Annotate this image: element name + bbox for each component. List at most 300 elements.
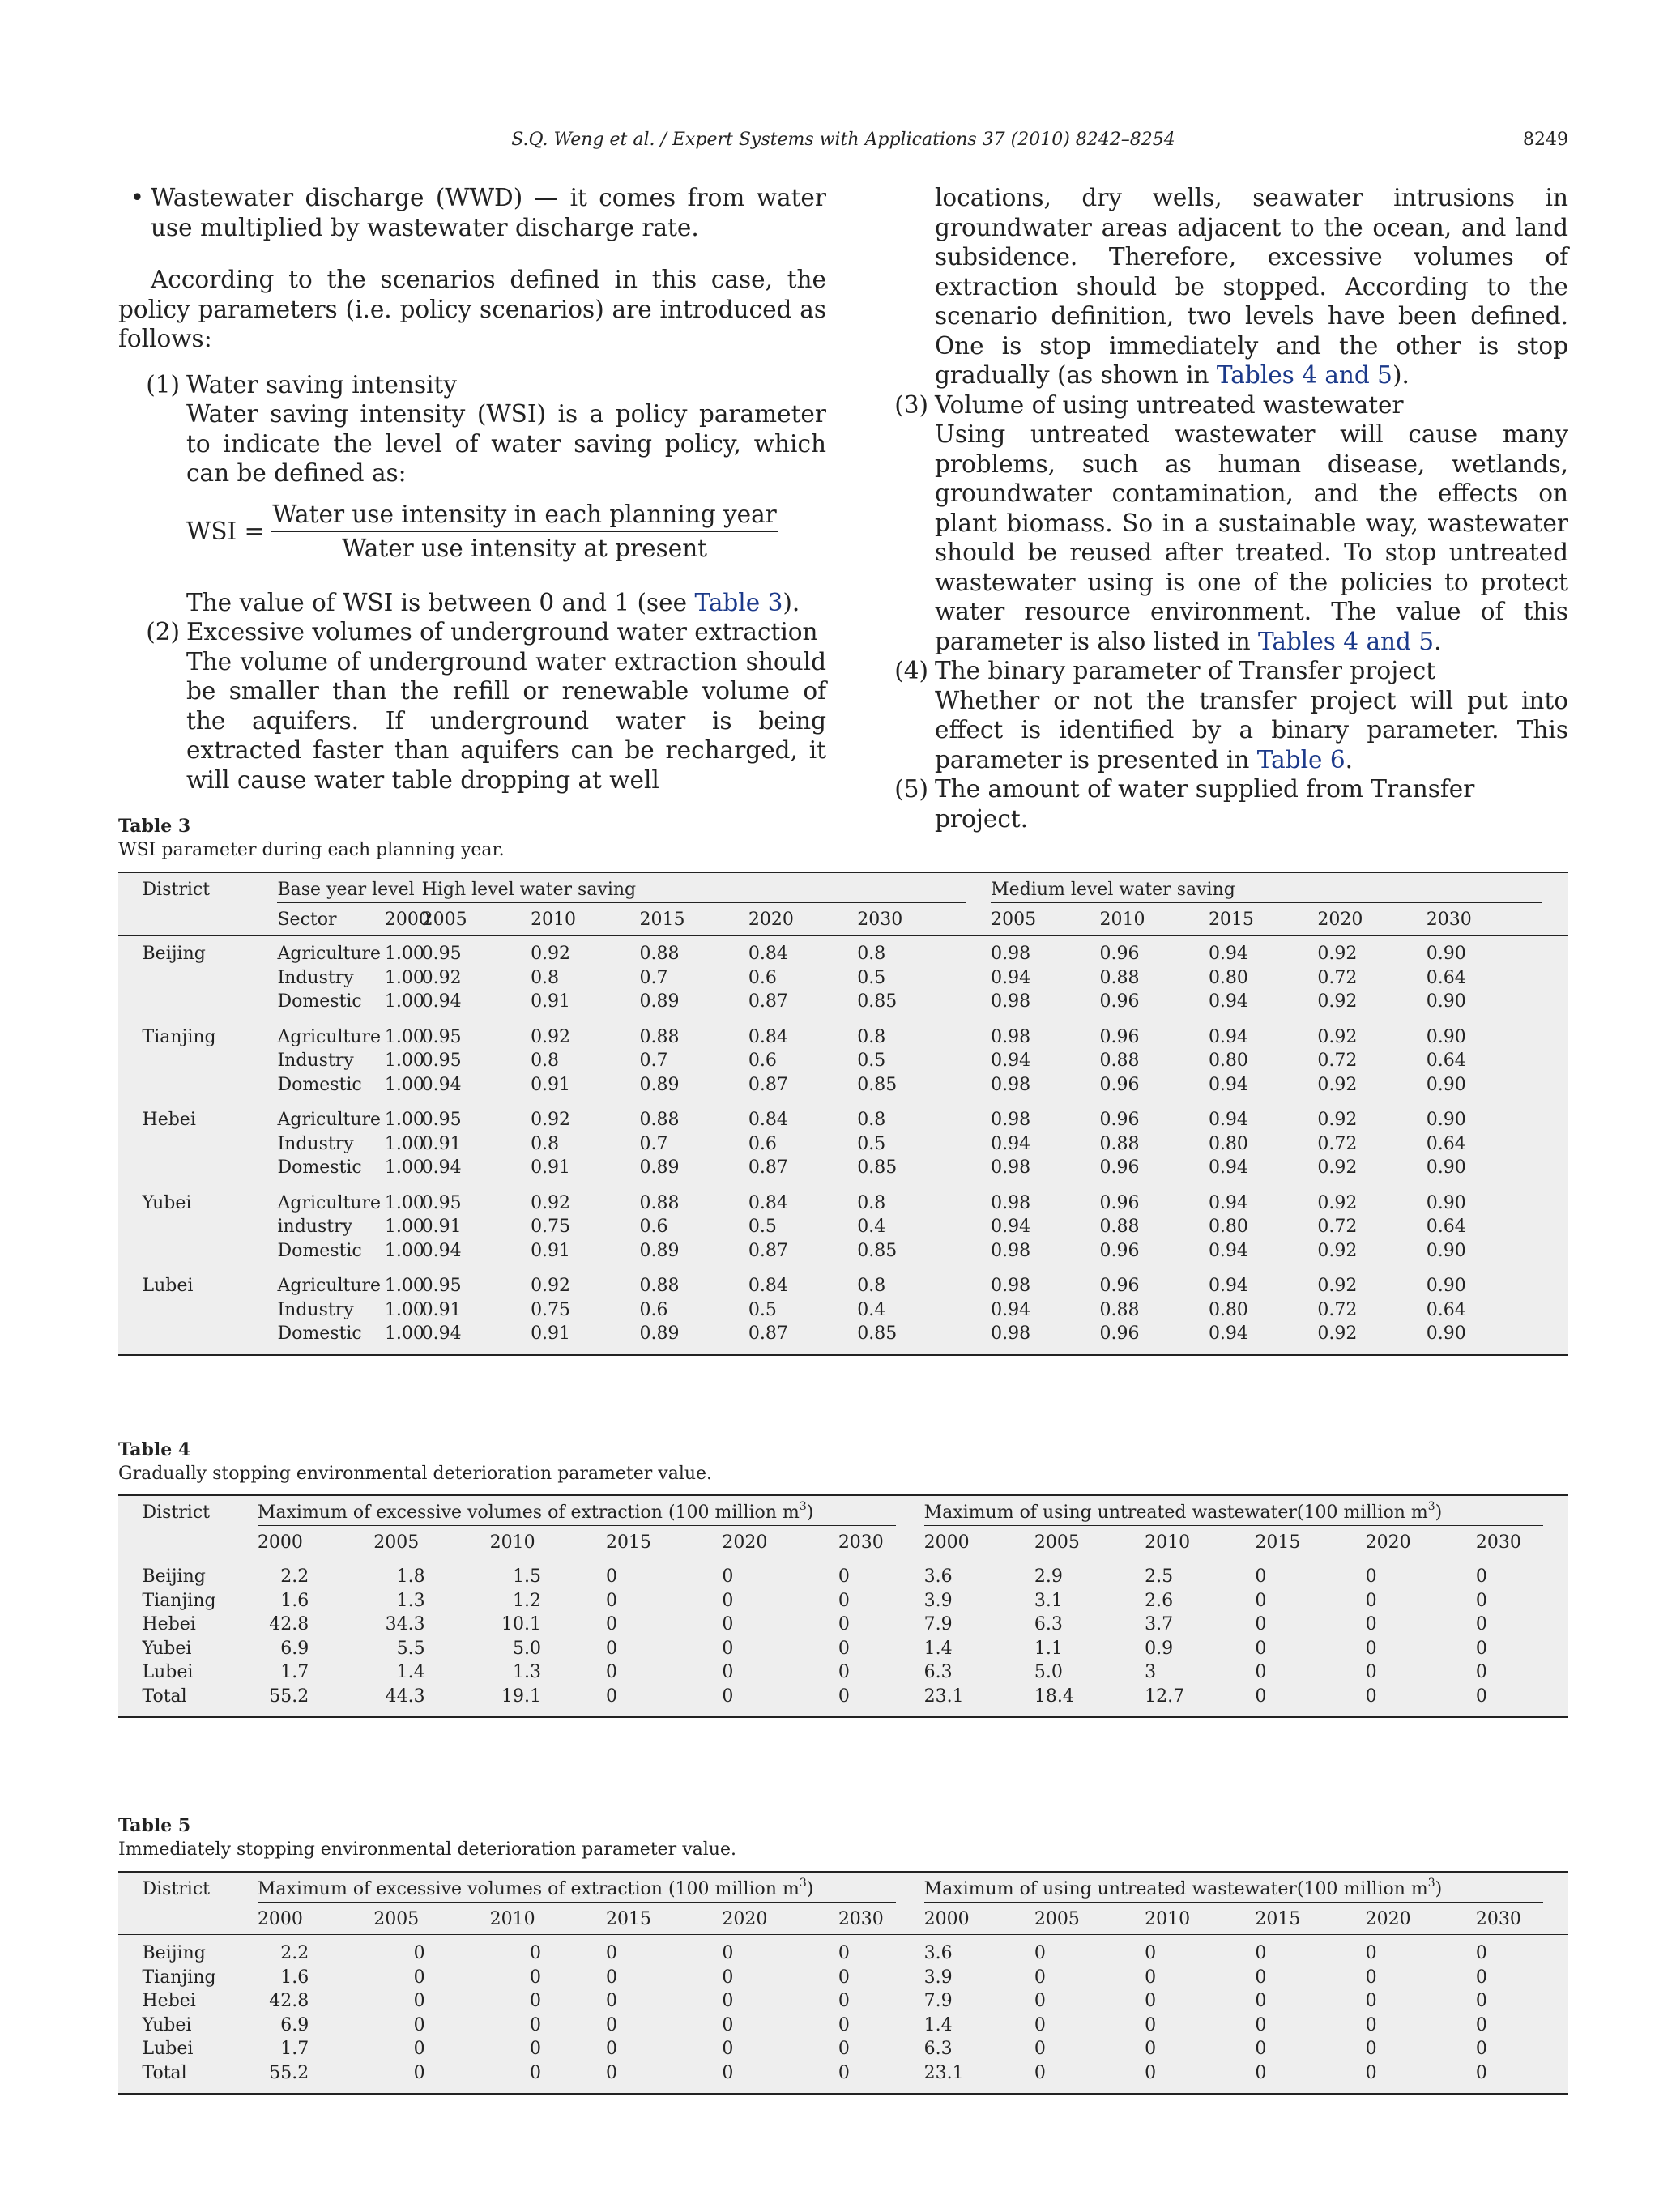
table-cell: Hebei: [142, 1110, 196, 1130]
table-cell: 3.6: [924, 1935, 1034, 1966]
table-row: [118, 1589, 1568, 1613]
table-cell: 0: [530, 1967, 542, 1988]
table-cell: 0: [1365, 2039, 1377, 2059]
table-cell: 0.96: [1099, 991, 1140, 1012]
table-cell: 1.00: [384, 1074, 424, 1095]
table-cell: 0.91: [531, 1157, 571, 1178]
table-cell: 0.98: [991, 1074, 1031, 1095]
table-cell: 0: [1365, 1967, 1377, 1988]
table-cell: 0.94: [991, 1133, 1031, 1154]
table-cell: 0.88: [639, 936, 748, 966]
row-header-district: Yubei: [142, 1638, 192, 1659]
table-cell: 0: [1475, 1590, 1487, 1611]
table-cell: 0.94: [421, 1323, 462, 1344]
table-cell: 0: [606, 1614, 618, 1634]
table-cell: 0.72: [1317, 1299, 1358, 1320]
table-row: [118, 1685, 1568, 1717]
table-cell: 0.91: [531, 1240, 571, 1261]
table-cell: 0: [1255, 1967, 1267, 1988]
table-cell: [143, 1073, 278, 1097]
table-cell: 6.3: [923, 2039, 953, 2059]
table-cell: 0: [1145, 2014, 1157, 2035]
table-cell: 0: [722, 2014, 734, 2035]
table-cell: 0.94: [991, 967, 1031, 988]
column-header-district: District: [142, 1502, 211, 1524]
table-5-body: [118, 1935, 1568, 2094]
table-cell: 0.98: [991, 1157, 1031, 1178]
table-cell: Industry: [277, 1299, 354, 1320]
column-header-year: 2030: [1475, 1532, 1521, 1553]
table-cell: 5.0: [1034, 1662, 1063, 1682]
table-cell: 0: [722, 1935, 838, 1966]
table-cell: 0.94: [1208, 1157, 1248, 1178]
row-header-district: Hebei: [142, 1614, 196, 1634]
table-cell: 3.1: [1034, 1590, 1063, 1611]
table-cell: [143, 966, 278, 991]
table-cell: 0: [1475, 2062, 1487, 2083]
column-header-sector: Sector: [277, 909, 337, 930]
table-cell: 0.88: [1099, 967, 1140, 988]
table-cell: 0.88: [1099, 1217, 1140, 1237]
table-cell: 0: [1475, 1662, 1487, 1682]
table-cell: 0.96: [1099, 1323, 1140, 1344]
table-cell: 0.5: [857, 1051, 886, 1071]
table-cell: 0: [722, 1967, 734, 1988]
row-header-district: Total: [142, 1686, 187, 1707]
table-cell: 3.9: [923, 1590, 953, 1611]
table-cell: 0.75: [531, 1217, 571, 1237]
table-cell: 0.98: [991, 1323, 1031, 1344]
table-cell: 0: [1366, 1935, 1476, 1966]
table-cell: 0.98: [991, 1240, 1031, 1261]
table-cell: 12.7: [1145, 1686, 1185, 1707]
bullet-text: Wastewater discharge (WWD) — it comes from water use multiplied by wastewater discharge rate.: [151, 184, 826, 241]
column-header-year: 2030: [838, 1532, 884, 1553]
table-cell: 0.96: [1099, 1074, 1140, 1095]
table-cell: 0: [1255, 1686, 1267, 1707]
table-cell: 0.92: [1317, 1110, 1358, 1130]
table-cell: 1.6: [280, 1590, 309, 1611]
wsi-formula: [186, 500, 826, 564]
table-cell: 0.80: [1208, 1051, 1248, 1071]
table-cell: 0.88: [639, 1026, 680, 1047]
table-cell: 0: [530, 2062, 542, 2083]
table-cell: 0.94: [421, 1157, 462, 1178]
table-cell: 5.0: [513, 1638, 542, 1659]
tables-4-5-link[interactable]: Tables 4 and 5: [1258, 627, 1435, 655]
item-number: (3): [894, 390, 928, 419]
table-cell: 0: [1475, 2039, 1487, 2059]
table-cell: 0.90: [1426, 1110, 1466, 1130]
table-cell: 0.87: [748, 991, 788, 1012]
table-cell: 0.8: [531, 967, 560, 988]
table-cell: 0: [722, 1590, 734, 1611]
column-header-year: 2010: [489, 1532, 535, 1553]
table-row: [118, 1239, 1568, 1264]
table-cell: 0: [722, 1991, 734, 2011]
table-cell: 0.94: [1208, 1110, 1248, 1130]
table-cell: 0: [722, 1686, 734, 1707]
row-header-district: Lubei: [142, 2039, 194, 2059]
table-cell: 0.92: [531, 1110, 571, 1130]
column-header-year: 2005: [421, 909, 467, 930]
table-cell: 0: [1255, 2014, 1267, 2035]
table-cell: 0.72: [1317, 1217, 1358, 1237]
table-cell: 0: [530, 2014, 542, 2035]
table-cell: 0: [1034, 2062, 1046, 2083]
table-cell: 0: [606, 1638, 618, 1659]
table-cell: 0: [1255, 1991, 1267, 2011]
table-cell: 0.94: [421, 1074, 462, 1095]
table-cell: 0: [722, 1614, 734, 1634]
table-cell: 0.80: [1208, 1217, 1248, 1237]
column-header-year: 2000: [257, 1532, 303, 1553]
table-cell: 3.6: [924, 1558, 1034, 1589]
table-cell: 0.84: [748, 936, 857, 966]
table-cell: 0.80: [1208, 1133, 1248, 1154]
table-cell: 0.98: [991, 1026, 1031, 1047]
column-header-year: 2015: [606, 1908, 652, 1929]
item-3-text: Using untreated wastewater will cause many problems, such as human disease, wetlands, groundwater contamination, and the effects on plant biomass. So in a sustainable way, wastewater should be reused after treated. To stop untreated wastewater using is one of the policies to protect water resource environment. The value of this parameter is also listed in Tables 4 and 5.: [935, 420, 1568, 655]
table-cell: 0: [1365, 1638, 1377, 1659]
table-cell: 0.89: [639, 1323, 680, 1344]
table-cell: 0.87: [748, 1240, 788, 1261]
table-cell: 0.88: [639, 1110, 680, 1130]
table-cell: Domestic: [277, 1157, 362, 1178]
policy-item-1: [118, 370, 826, 400]
table-cell: 0.92: [1317, 1074, 1358, 1095]
table-cell: 55.2: [269, 1686, 309, 1707]
column-header-year: 2015: [1208, 909, 1254, 930]
table-cell: 0.94: [1208, 1026, 1248, 1047]
table-cell: Industry: [277, 1051, 354, 1071]
item-title: The amount of water supplied from Transfer project.: [935, 775, 1475, 833]
table-cell: 1.6: [280, 1967, 309, 1988]
table-cell: 1.8: [373, 1558, 489, 1589]
table-cell: 0: [838, 1590, 850, 1611]
table-row: [118, 1935, 1568, 1966]
table-cell: 0: [1034, 2039, 1046, 2059]
table-cell: 0: [1255, 1638, 1267, 1659]
table-row: [118, 2014, 1568, 2038]
table-cell: 0: [1145, 1991, 1157, 2011]
table-cell: 0.4: [857, 1217, 886, 1237]
table-cell: [143, 1132, 278, 1157]
table-cell: 0.88: [639, 1276, 680, 1296]
table-cell: 0: [838, 2062, 850, 2083]
column-header-year: 2000: [923, 1532, 970, 1553]
table-row: [118, 1215, 1568, 1239]
table-cell: 0: [606, 1590, 618, 1611]
table-cell: 3.9: [923, 1967, 953, 1988]
table-cell: 0.90: [1426, 1192, 1466, 1213]
column-header-year: 2005: [1034, 1908, 1080, 1929]
table-cell: [143, 1156, 278, 1180]
table-cell: [143, 1239, 278, 1264]
column-header-year: 2005: [1034, 1532, 1080, 1553]
table-4-caption: [118, 1438, 712, 1485]
table-cell: 0: [722, 1638, 734, 1659]
table-cell: 55.2: [269, 2062, 309, 2083]
table-cell: 6.9: [280, 2014, 309, 2035]
table-cell: 19.1: [501, 1686, 542, 1707]
column-header-year: 2020: [748, 909, 794, 930]
column-header-wastewater: Maximum of using untreated wastewater(100 million $m^3$): [924, 1496, 1544, 1525]
table-cell: 0.94: [1209, 936, 1317, 966]
table-cell: 1.3: [513, 1662, 542, 1682]
table-cell: 0.88: [1099, 1051, 1140, 1071]
table-cell: 0.95: [421, 1026, 462, 1047]
table-4-body: [118, 1558, 1568, 1717]
table-cell: 0.8: [531, 1051, 560, 1071]
bullet-item-wwd: [118, 183, 826, 242]
table-cell: 0: [1255, 2039, 1267, 2059]
table-cell: 0.96: [1099, 1192, 1140, 1213]
formula-denominator: Water use intensity at present: [342, 535, 708, 562]
table-cell: 0.94: [421, 1240, 462, 1261]
table-cell: 0.96: [1099, 1110, 1140, 1130]
column-header-year: 2015: [1255, 1532, 1301, 1553]
table-cell: 0.88: [639, 1192, 680, 1213]
table-cell: 0: [413, 2062, 425, 2083]
table-cell: 1.00: [384, 1276, 424, 1296]
table-cell: 0.94: [1208, 1276, 1248, 1296]
table-cell: 0.92: [531, 1192, 571, 1213]
table-cell: 0.8: [857, 1276, 886, 1296]
table-cell: 0: [838, 1558, 896, 1589]
column-header-year: 2005: [991, 909, 1037, 930]
table-cell: 0: [606, 1967, 618, 1988]
page-number: 8249: [1523, 130, 1568, 150]
table-cell: 0.95: [421, 1276, 462, 1296]
table-cell: 0: [722, 1558, 838, 1589]
table-cell: Agriculture: [277, 1192, 382, 1213]
table-cell: 0.89: [639, 1157, 680, 1178]
table-cell: Industry: [277, 967, 354, 988]
item-title: Water saving intensity: [186, 370, 458, 399]
column-header-year: 2010: [489, 1908, 535, 1929]
table-cell: 0.64: [1426, 1133, 1466, 1154]
table-cell: 7.9: [923, 1614, 953, 1634]
table-6-link[interactable]: Table 6: [1256, 745, 1346, 774]
table-cell: Agriculture: [277, 1026, 382, 1047]
table-cell: 0: [606, 1662, 618, 1682]
table-cell: 0: [838, 1686, 850, 1707]
table-cell: 0: [1255, 1662, 1267, 1682]
table-5-caption: [118, 1814, 736, 1861]
table-cell: 42.8: [269, 1614, 309, 1634]
table-cell: [143, 990, 278, 1014]
table-label: Table 5: [118, 1815, 191, 1836]
table-cell: 0.89: [639, 1240, 680, 1261]
table-cell: 0: [1366, 1558, 1476, 1589]
column-header-year: 2015: [1255, 1908, 1301, 1929]
table-cell: 0: [1145, 2062, 1157, 2083]
item-title: The binary parameter of Transfer project: [935, 657, 1436, 684]
table-cell: 0.7: [639, 967, 668, 988]
column-header-district: District: [142, 1879, 211, 1900]
column-header-year: 2020: [1317, 909, 1363, 930]
table-cell: 0.96: [1099, 1157, 1140, 1178]
table-cell: 1.00: [384, 1133, 424, 1154]
table-cell: 0.92: [421, 967, 462, 988]
column-header-wastewater: Maximum of using untreated wastewater(100 million $m^3$): [924, 1873, 1544, 1902]
item-number: (2): [146, 618, 180, 646]
table-cell: 0.90: [1427, 936, 1542, 966]
table-cell: 0: [1145, 1967, 1157, 1988]
table-cell: Domestic: [277, 1323, 362, 1344]
running-header: [118, 130, 1568, 162]
table-cell: 0: [373, 1935, 489, 1966]
table-cell: Tianjing: [142, 1026, 216, 1047]
table-cell: 0.72: [1317, 1051, 1358, 1071]
table-cell: 23.1: [923, 2062, 964, 2083]
table-cell: [143, 1215, 278, 1239]
table-cell: 0.88: [1099, 1133, 1140, 1154]
table-cell: 0.8: [531, 1133, 560, 1154]
table-cell: 0.64: [1426, 1051, 1466, 1071]
year-header-row: [118, 1902, 1568, 1935]
table-cell: 0.94: [1208, 1240, 1248, 1261]
table-cell: 0.91: [531, 1323, 571, 1344]
table-cell: 0: [838, 1935, 896, 1966]
table-cell: 0: [1365, 1662, 1377, 1682]
table-cell: 0.94: [991, 1217, 1031, 1237]
table-cell: 0.80: [1208, 967, 1248, 988]
column-header-year: 2020: [1365, 1908, 1411, 1929]
table-cell: 0.84: [748, 1276, 788, 1296]
table-cell: 0.84: [748, 1110, 788, 1130]
item-title: Volume of using untreated wastewater: [935, 390, 1404, 419]
table-cell: 1.2: [513, 1590, 542, 1611]
table-cell: 0.94: [421, 991, 462, 1012]
table-cell: 0.89: [639, 991, 680, 1012]
table-cell: 0: [606, 1558, 722, 1589]
item-number: (4): [894, 657, 928, 684]
table-cell: 2.6: [1145, 1590, 1174, 1611]
table-row: [118, 1014, 1568, 1050]
table-cell: 0.85: [857, 1074, 898, 1095]
table-cell: 0.91: [421, 1217, 462, 1237]
table-row: [118, 1156, 1568, 1180]
column-header-year: 2020: [1365, 1532, 1411, 1553]
table-cell: 0: [606, 1991, 618, 2011]
item-1-text: Water saving intensity (WSI) is a policy parameter to indicate the level of water saving policy, which can be defined as:: [186, 400, 826, 487]
year-header-row: [118, 1525, 1568, 1558]
table-3: [118, 872, 1568, 1356]
table-cell: 0: [1475, 1967, 1487, 1988]
column-header-year: 2030: [838, 1908, 884, 1929]
table-cell: 0.87: [748, 1323, 788, 1344]
table-cell: 0: [1145, 1935, 1255, 1966]
table-cell: 0: [722, 1662, 734, 1682]
table-cell: 1.1: [1034, 1638, 1063, 1659]
column-header-year: 2000: [384, 909, 430, 930]
row-header-district: Tianjing: [142, 1590, 216, 1611]
column-header-extraction: Maximum of excessive volumes of extraction (100 million $m^3$): [258, 1496, 896, 1525]
table-cell: 0: [606, 2014, 618, 2035]
table-cell: 0.64: [1426, 1217, 1466, 1237]
table-row: [118, 1637, 1568, 1661]
column-header-year: 2010: [1145, 1908, 1191, 1929]
table-cell: 0.8: [857, 1026, 886, 1047]
table-cell: 0: [606, 1935, 722, 1966]
table-cell: industry: [277, 1217, 353, 1237]
table-cell: 0: [1255, 1935, 1365, 1966]
table-cell: 1.4: [923, 2014, 953, 2035]
table-cell: 6.9: [280, 1638, 309, 1659]
column-header-year: 2005: [373, 1532, 420, 1553]
table-cell: 0.5: [748, 1299, 777, 1320]
item-title: Excessive volumes of underground water extraction: [186, 618, 818, 646]
table-cell: 0: [1365, 2062, 1377, 2083]
column-header-district: District: [142, 880, 211, 901]
table-cell: 0.95: [421, 1051, 462, 1071]
table-cell: 6.3: [923, 1662, 953, 1682]
table-cell: 0: [722, 2062, 734, 2083]
table-cell: 0.64: [1426, 1299, 1466, 1320]
table-cell: 23.1: [923, 1686, 964, 1707]
table-cell: 6.3: [1034, 1614, 1063, 1634]
bullet-mark: •: [130, 184, 144, 211]
table-cell: 0.92: [531, 1276, 571, 1296]
table-caption-text: WSI parameter during each planning year.: [118, 840, 505, 860]
table-row: [118, 1132, 1568, 1157]
table-cell: 0.91: [531, 991, 571, 1012]
table-cell: 0: [1034, 2014, 1046, 2035]
table-cell: 34.3: [385, 1614, 425, 1634]
table-cell: 0.98: [991, 936, 1099, 966]
table-cell: 0: [1034, 1991, 1046, 2011]
table-cell: 0.94: [991, 1051, 1031, 1071]
table-cell: 0.92: [1317, 936, 1426, 966]
table-cell: 0.87: [748, 1157, 788, 1178]
table-cell: 0: [1255, 2062, 1267, 2083]
column-header-year: 2020: [722, 1532, 768, 1553]
formula-fraction: [271, 500, 778, 564]
table-cell: 3: [1145, 1662, 1157, 1682]
table-cell: 0.72: [1317, 1133, 1358, 1154]
table-cell: 44.3: [385, 1686, 425, 1707]
tables-4-5-link[interactable]: Tables 4 and 5: [1216, 361, 1392, 389]
table-cell: 0: [838, 1991, 850, 2011]
column-header-year: 2010: [531, 909, 577, 930]
table-cell: Beijing: [143, 936, 278, 966]
table-row: [118, 1263, 1568, 1298]
table-cell: 0: [1365, 1686, 1377, 1707]
table-cell: 0.92: [1317, 1323, 1358, 1344]
table-3-link[interactable]: Table 3: [694, 588, 783, 616]
table-cell: 1.3: [396, 1590, 425, 1611]
table-cell: 0.85: [857, 1157, 898, 1178]
column-header-year: 2030: [1475, 1908, 1521, 1929]
table-row: [118, 1660, 1568, 1685]
item-2-text: The volume of underground water extraction should be smaller than the refill or renewable volume of the aquifers. If underground water is being extracted faster than aquifers can be recharged, it will cause water table dropping at well: [186, 647, 826, 794]
table-cell: 0.92: [1317, 1240, 1358, 1261]
table-cell: 0: [838, 2039, 850, 2059]
table-cell: 0: [1475, 2014, 1487, 2035]
table-cell: Industry: [277, 1133, 354, 1154]
table-cell: 0.96: [1099, 1276, 1140, 1296]
table-cell: 0.6: [639, 1217, 668, 1237]
table-cell: 0.94: [991, 1299, 1031, 1320]
table-cell: 1.00: [384, 1026, 424, 1047]
table-row: [118, 2061, 1568, 2094]
table-row: [118, 1073, 1568, 1097]
table-cell: 0.96: [1099, 1026, 1140, 1047]
table-cell: [143, 1049, 278, 1073]
table-cell: 42.8: [269, 1991, 309, 2011]
